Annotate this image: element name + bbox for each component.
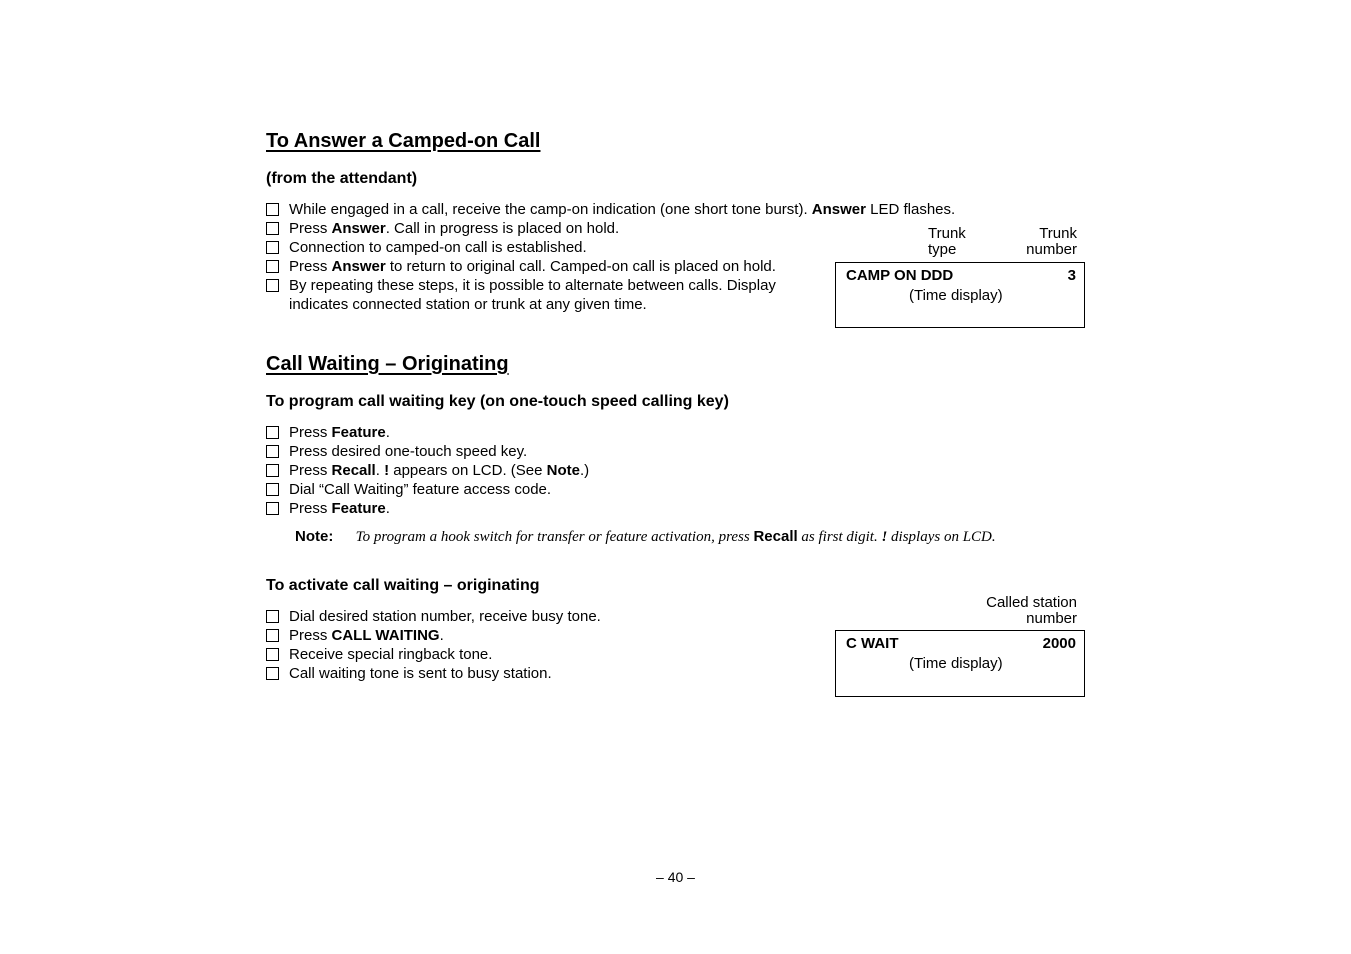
checkbox-icon <box>266 445 279 458</box>
checkbox-icon <box>266 483 279 496</box>
checkbox-icon <box>266 260 279 273</box>
lcd-line2: (Time display) <box>909 655 1003 672</box>
label-called-station: Called station number <box>986 594 1077 627</box>
subtitle-program-key: To program call waiting key (on one-touch speed calling key) <box>266 393 729 410</box>
note-label: Note: <box>295 528 334 545</box>
checkbox-icon <box>266 648 279 661</box>
checkbox-icon <box>266 241 279 254</box>
label-trunk-number: Trunk number <box>1026 225 1077 258</box>
checkbox-icon <box>266 502 279 515</box>
checkbox-icon <box>266 629 279 642</box>
checkbox-icon <box>266 222 279 235</box>
note: Note: To program a hook switch for transfer or feature activation, press Recall as first digit. ! displays on LCD. <box>295 528 996 545</box>
page-number: – 40 – <box>656 869 695 885</box>
lcd-line1-left: CAMP ON DDD <box>846 267 954 284</box>
subtitle-activate: To activate call waiting – originating <box>266 577 540 594</box>
checkbox-icon <box>266 464 279 477</box>
section-title-camped-on: To Answer a Camped-on Call <box>266 130 541 152</box>
lcd-display-camp-on <box>835 262 1085 328</box>
lcd-line1-right: 2000 <box>1042 635 1076 652</box>
section-subtitle-attendant: (from the attendant) <box>266 170 418 187</box>
checkbox-icon <box>266 667 279 680</box>
section-title-call-waiting: Call Waiting – Originating <box>266 353 509 375</box>
checkbox-icon <box>266 203 279 216</box>
checkbox-icon <box>266 426 279 439</box>
label-trunk-type: Trunk type <box>928 225 966 258</box>
checkbox-icon <box>266 610 279 623</box>
lcd-line2: (Time display) <box>909 287 1003 304</box>
lcd-display-call-wait <box>835 630 1085 697</box>
checkbox-icon <box>266 279 279 292</box>
lcd-line1-right: 3 <box>1067 267 1076 284</box>
lcd-line1-left: C WAIT <box>846 635 899 652</box>
